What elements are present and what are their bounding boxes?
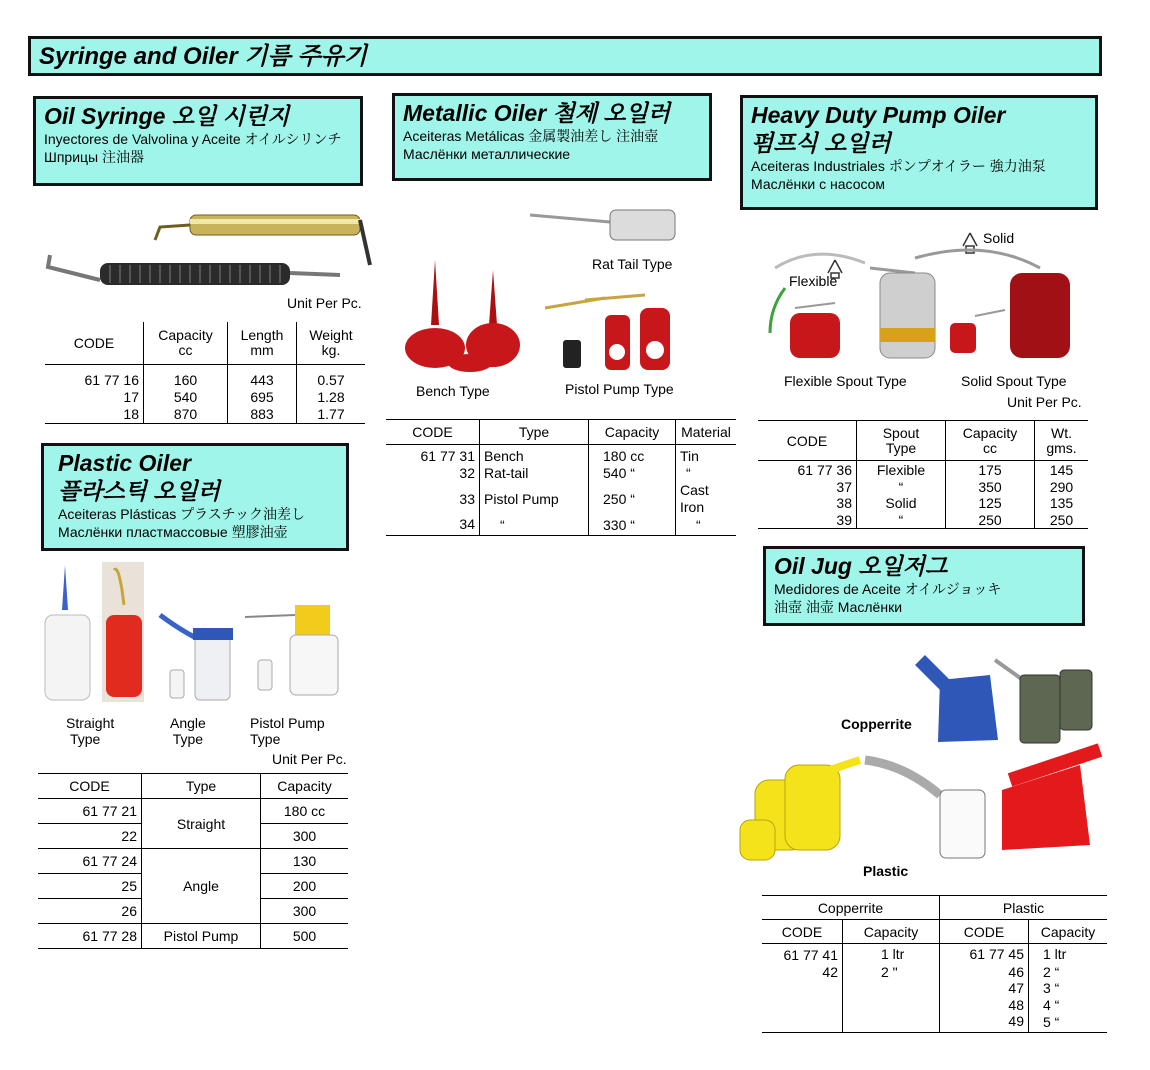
- pump-oiler-unit: Unit Per Pc.: [1007, 394, 1082, 410]
- bench-label: Bench Type: [416, 383, 490, 399]
- table-row: 61 77 21: [38, 799, 142, 824]
- col-code: CODE: [386, 420, 480, 445]
- col-weight: Wt. gms.: [1046, 424, 1077, 456]
- cell: 330 “: [589, 516, 676, 536]
- table-row: 32: [386, 465, 480, 482]
- col-capacity: Capacity cc: [144, 322, 228, 365]
- plastic-straight-label: Straight Type: [66, 715, 115, 747]
- oil-syringe-line2: Шприцы 注油器: [44, 149, 144, 165]
- cell: 500: [292, 928, 317, 944]
- table-row: 61 77 36: [758, 461, 857, 479]
- cell: 1.77: [317, 406, 345, 422]
- table-row: 37: [758, 479, 857, 496]
- col-capacity: Capacity cc: [946, 421, 1035, 461]
- cell: “: [857, 512, 946, 529]
- cell: [843, 997, 940, 1014]
- oil-syringe-table: [45, 322, 365, 424]
- oil-syringe-title: Oil Syringe 오일 시린지: [44, 103, 290, 129]
- plastic-oiler-title1: Plastic Oiler: [58, 450, 191, 476]
- plastic-pistol-label: Pistol Pump Type: [250, 715, 325, 747]
- col-capacity: Capacity: [589, 420, 676, 445]
- cell: 540: [144, 389, 228, 406]
- group-straight: Straight: [142, 799, 261, 849]
- copperrite-label: Copperrite: [841, 716, 912, 732]
- col-capacity: Capacity: [277, 778, 332, 794]
- oil-syringe-header: [33, 96, 363, 186]
- cell: 130: [292, 853, 317, 869]
- metallic-oiler-title: Metallic Oiler 철제 오일러: [403, 100, 671, 126]
- metallic-oiler-line1: Aceiteras Metálicas 金属製油差し 注油壺: [403, 128, 659, 144]
- pump-oiler-table: [758, 420, 1088, 529]
- cell: 160: [144, 365, 228, 390]
- col-code: CODE: [762, 920, 843, 944]
- table-row: 39: [758, 512, 857, 529]
- cell: 2 “: [1043, 963, 1060, 980]
- pump-oiler-header: [740, 95, 1098, 210]
- col-material: Material: [681, 424, 731, 440]
- plastic-angle-label: Angle Type: [170, 715, 206, 747]
- cell: 46: [940, 964, 1029, 981]
- cell: 870: [144, 406, 228, 424]
- table-row: 33: [386, 482, 480, 516]
- table-row: 61 77 24: [38, 849, 142, 874]
- rattail-label: Rat Tail Type: [592, 256, 673, 272]
- col-spout-type: Spout Type: [857, 421, 946, 461]
- cell: 883: [228, 406, 297, 424]
- table-row: 61 77 16: [45, 365, 144, 390]
- cell: 145: [1049, 461, 1074, 478]
- oil-jug-header: [763, 546, 1085, 626]
- table-row: 42: [762, 964, 843, 981]
- col-capacity: Capacity: [843, 920, 940, 944]
- col-weight: Weight kg.: [309, 327, 353, 358]
- table-row: 22: [38, 824, 142, 849]
- oil-jug-line2: 油壺 油壶 Маслёнки: [774, 599, 903, 615]
- flexible-spout-label: Flexible Spout Type: [784, 373, 907, 389]
- cell: 180 cc: [283, 803, 326, 819]
- cell: 443: [228, 365, 297, 390]
- group-angle: Angle: [142, 849, 261, 924]
- cell: Bench: [480, 445, 589, 466]
- oil-jug-line1: Medidores de Aceite オイルジョッキ: [774, 581, 1002, 597]
- plastic-oiler-unit: Unit Per Pc.: [272, 751, 347, 767]
- cell: 1 ltr: [843, 944, 940, 964]
- solid-spout-label: Solid Spout Type: [961, 373, 1067, 389]
- table-row: 17: [45, 389, 144, 406]
- table-row: 61 77 28: [38, 924, 142, 949]
- cell: 540 “: [589, 465, 676, 482]
- cell: 48: [940, 997, 1029, 1014]
- cell: 125: [946, 495, 1035, 512]
- metallic-oiler-header: [392, 93, 712, 181]
- table-row: 38: [758, 495, 857, 512]
- cell: Solid: [857, 495, 946, 512]
- cell: “: [686, 465, 691, 481]
- cell: Rat-tail: [480, 465, 589, 482]
- cell: 300: [292, 828, 317, 844]
- cell: Tin: [680, 448, 699, 464]
- cell: Cast Iron: [680, 482, 709, 515]
- table-row: 26: [38, 899, 142, 924]
- metallic-oiler-table: [386, 419, 736, 536]
- plastic-oiler-line2: Маслёнки пластмассовые 塑膠油壶: [58, 524, 288, 540]
- col-length: Length mm: [228, 322, 297, 365]
- oil-syringe-line1: Inyectores de Valvolina y Aceite オイルシリンチ: [44, 131, 342, 147]
- table-row: 18: [45, 406, 144, 424]
- table-row: [762, 997, 843, 1014]
- cell: “: [696, 517, 701, 533]
- col-code: CODE: [38, 774, 142, 799]
- cell: 300: [292, 903, 317, 919]
- pump-oiler-line2: Маслёнки с насосом: [751, 176, 886, 192]
- plastic-label: Plastic: [863, 863, 909, 879]
- cell: 180 cc: [589, 445, 676, 466]
- group-pistol: Pistol Pump: [142, 924, 261, 949]
- page-banner: [28, 36, 1102, 76]
- oil-jug-image: [740, 650, 1110, 890]
- cell: 695: [228, 389, 297, 406]
- pump-oiler-title1: Heavy Duty Pump Oiler: [751, 102, 1006, 128]
- cell: “: [857, 479, 946, 496]
- cell: Pistol Pump: [480, 482, 589, 516]
- pump-oiler-line1: Aceiteras Industriales ポンプオイラー 強力油泵: [751, 158, 1046, 174]
- pistol-pump-label: Pistol Pump Type: [565, 381, 674, 397]
- table-row: 61 77 41: [762, 944, 843, 964]
- solid-label: Solid: [983, 230, 1015, 246]
- cell: 350: [946, 479, 1035, 496]
- cell: 200: [292, 878, 317, 894]
- cell: [843, 980, 940, 997]
- pump-oiler-title2: 펌프식 오일러: [751, 130, 891, 156]
- cell: 49: [940, 1013, 1029, 1032]
- cell: 250: [946, 512, 1035, 529]
- cell: 2 ": [843, 964, 940, 981]
- cell: 5 “: [1043, 1014, 1060, 1030]
- cell: 47: [940, 980, 1029, 997]
- group-copperrite: Copperrite: [762, 896, 940, 920]
- banner-title: Syringe and Oiler 기름 주유기: [39, 43, 367, 70]
- metallic-oiler-image: [395, 200, 715, 380]
- cell: [843, 1013, 940, 1032]
- col-code: CODE: [758, 421, 857, 461]
- cell: Flexible: [857, 461, 946, 479]
- group-plastic: Plastic: [1002, 899, 1045, 916]
- plastic-oiler-table: [38, 773, 348, 949]
- cell: 135: [1049, 495, 1074, 511]
- table-row: [762, 1013, 843, 1032]
- plastic-oiler-line1: Aceiteras Plásticas プラスチック油差し: [58, 506, 306, 522]
- cell: 0.57: [317, 372, 345, 388]
- col-type: Type: [142, 774, 261, 799]
- oil-syringe-unit: Unit Per Pc.: [287, 295, 362, 311]
- flexible-label: Flexible: [789, 273, 838, 289]
- metallic-oiler-line2: Маслёнки металлические: [403, 146, 571, 162]
- plastic-oiler-image: [40, 560, 360, 710]
- col-code: CODE: [940, 920, 1029, 944]
- cell: 175: [946, 461, 1035, 479]
- cell: 1 ltr: [1043, 945, 1067, 962]
- oil-syringe-image: [40, 205, 370, 305]
- plastic-oiler-header: [41, 443, 349, 551]
- cell: 61 77 45: [940, 944, 1029, 964]
- cell: “: [480, 516, 589, 536]
- cell: 1.28: [317, 389, 345, 405]
- cell: 250 “: [589, 482, 676, 516]
- plastic-oiler-title2: 플라스틱 오일러: [58, 478, 220, 504]
- table-row: [762, 980, 843, 997]
- oil-jug-table: [762, 895, 1107, 1033]
- col-capacity: Capacity: [1040, 923, 1096, 940]
- table-row: 25: [38, 874, 142, 899]
- cell: 3 “: [1043, 980, 1060, 996]
- oil-jug-title: Oil Jug 오일저그: [774, 553, 948, 579]
- table-row: 61 77 31: [386, 445, 480, 466]
- table-row: 34: [386, 516, 480, 536]
- cell: 250: [1049, 511, 1074, 528]
- cell: 4 “: [1043, 996, 1060, 1013]
- col-code: CODE: [45, 322, 144, 365]
- col-type: Type: [480, 420, 589, 445]
- pump-oiler-image: [755, 228, 1095, 373]
- cell: 290: [1049, 478, 1074, 495]
